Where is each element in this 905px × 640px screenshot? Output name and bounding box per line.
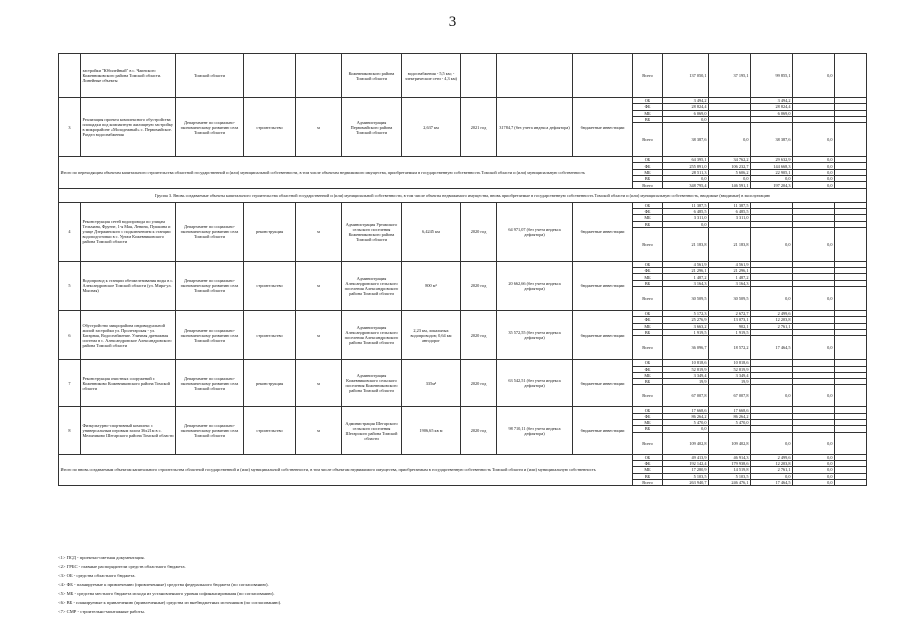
table-row: [59, 454, 867, 460]
amount-total: 3 311,0: [663, 215, 709, 221]
capacity: 800 м³: [402, 261, 461, 310]
amount-2021: 2 499,6: [751, 311, 793, 317]
amount-total: 52 819,9: [663, 366, 709, 372]
table-cell: [461, 54, 497, 98]
capacity: 2,637 км: [402, 98, 461, 157]
amount-2020: 11 387,5: [709, 202, 751, 208]
amount-total: 10 818,6: [663, 360, 709, 366]
table-cell: [497, 54, 573, 98]
total-value: 21 183,8: [663, 227, 709, 261]
total-label: Всего: [633, 287, 663, 311]
budget-type: МБ: [633, 372, 663, 378]
table-cell: [835, 479, 867, 485]
funding-source: бюджетные инвестиции: [573, 311, 633, 360]
unit: м: [296, 98, 342, 157]
table-row: [59, 202, 867, 208]
amount-total: 255 891,0: [663, 163, 709, 169]
total-value: 67 007,8: [709, 385, 751, 407]
budget-type: ОБ: [633, 311, 663, 317]
amount-total: 5 103,5: [663, 473, 709, 479]
capacity: 335м³: [402, 360, 461, 407]
amount-total: 21 296,1: [663, 268, 709, 274]
amount-2020: 46 914,3: [709, 454, 751, 460]
budget-type: ОБ: [633, 454, 663, 460]
amount-2021: 17 464,5: [751, 479, 793, 485]
funding-source: бюджетные инвестиции: [573, 407, 633, 454]
amount-total: 64 395,1: [663, 157, 709, 163]
budget-type: ВБ: [633, 280, 663, 286]
work-type: строительство: [244, 261, 296, 310]
row-number: 3: [59, 98, 81, 157]
year: 2020 год: [461, 407, 497, 454]
budget-type: МБ: [633, 110, 663, 116]
amount-2021: 29 632,9: [751, 157, 793, 163]
estimated-cost: 31784,7 (без учета индекса дефлятора): [497, 98, 573, 157]
amount-total: 1 919,5: [663, 329, 709, 335]
footnote: <4> ФБ - планируемые к привлечению (привлеченные) средства федерального бюджета (по согласованию).: [58, 582, 269, 587]
table-row: [59, 407, 867, 413]
total-value: 0,0: [751, 227, 793, 261]
unit: м: [296, 311, 342, 360]
amount-2021: 2 761,1: [751, 467, 793, 473]
table-cell: [835, 385, 867, 407]
amount-2020: 0,0: [709, 176, 751, 182]
total-value: 30 509,5: [709, 287, 751, 311]
estimated-cost: 98 710,11 (без учета индекса дефлятора): [497, 407, 573, 454]
total-value: 109 402,8: [709, 432, 751, 454]
amount-2020: 3 311,0: [709, 215, 751, 221]
admin: Кожевниковского района Томской области: [342, 54, 402, 98]
capacity: 6,4245 км: [402, 202, 461, 261]
row-number: 4: [59, 202, 81, 261]
budget-type: ВБ: [633, 176, 663, 182]
amount-total: 1 487,2: [663, 274, 709, 280]
amount-2020: 5 103,5: [709, 473, 751, 479]
budget-type: ФБ: [633, 268, 663, 274]
budget-type: ОБ: [633, 157, 663, 163]
table-cell: [573, 54, 633, 98]
admin: Администрация Кожевниковского сельского поселения Кожевниковского района Томской области: [342, 360, 402, 407]
budget-type: ФБ: [633, 208, 663, 214]
budget-type: ФБ: [633, 163, 663, 169]
budget-type: ОБ: [633, 98, 663, 104]
amount-2021: 12 203,8: [751, 460, 793, 466]
table-cell: [835, 227, 867, 261]
amount-total: 3 663,2: [663, 323, 709, 329]
object-name: Реконструкция сетей водопровода по улицам Тельмана, Фрунзе, 1-я Мая, Ленина, Пушкина и улице Дзержинского с подключением к станции водоподготовки в с. Уртам Кожевниковского района Томской области: [81, 202, 176, 261]
total-value: 37 195,1: [709, 54, 751, 98]
amount-total: 6 069,0: [663, 110, 709, 116]
table-row: [59, 188, 867, 202]
total-value: 36 096,7: [663, 336, 709, 360]
capital-construction-table: [58, 53, 867, 486]
total-value: 0,0: [793, 227, 835, 261]
amount-2020: 17 668,6: [709, 407, 751, 413]
total-value: 21 183,8: [709, 227, 751, 261]
row-number: 5: [59, 261, 81, 310]
funding-source: бюджетные инвестиции: [573, 98, 633, 157]
customer: Департамент по социально-экономическому развитию села Томской области: [176, 407, 244, 454]
budget-type: ФБ: [633, 104, 663, 110]
work-type: строительство: [244, 311, 296, 360]
amount-2022: 0,0: [793, 467, 835, 473]
footnote: <5> МБ - средства местного бюджета исходя из установленного уровня софинансирования (по согласованию).: [58, 591, 275, 596]
year: 2020 год: [461, 261, 497, 310]
total-value: 0,0: [751, 287, 793, 311]
unit: м: [296, 407, 342, 454]
amount-total: 86 264,2: [663, 413, 709, 419]
footnote: <7> СМР - строительно-монтажные работы.: [58, 609, 145, 614]
work-type: строительство: [244, 407, 296, 454]
total-value: 0,0: [793, 432, 835, 454]
row-number: 8: [59, 407, 81, 454]
footnote: <3> ОБ - средства областного бюджета.: [58, 573, 136, 578]
footnote: <1> ПСД - проектно-сметная документация.: [58, 555, 145, 560]
year: 2020 год: [461, 202, 497, 261]
amount-total: 17 280,9: [663, 467, 709, 473]
estimated-cost: 64 971,07 (без учета индекса дефлятора): [497, 202, 573, 261]
admin: Администрация Шегарского сельского поселения Шегарского района Томской области: [342, 407, 402, 454]
estimated-cost: 35 572,55 (без учета индекса дефлятора): [497, 311, 573, 360]
subtotal-label: Итого по вновь создаваемым объектам капитального строительства областной государственной и (или) муниципальной собственности, в том числе объектам недвижимого имущества, приобретаемым в государственную собственность Томской области и (или) муниципальную собственность: [59, 454, 633, 485]
amount-total: 0,0: [663, 116, 709, 122]
total-value: 0,0: [793, 54, 835, 98]
amount-2020: 21 296,1: [709, 268, 751, 274]
amount-2022: 0,0: [793, 454, 835, 460]
total-value: 0,0: [751, 385, 793, 407]
budget-type: Всего: [633, 182, 663, 188]
budget-type: ВБ: [633, 426, 663, 432]
budget-type: МБ: [633, 323, 663, 329]
amount-total: 3 164,3: [663, 280, 709, 286]
amount-total: 5 172,3: [663, 311, 709, 317]
customer: Департамент по социально-экономическому развитию села Томской области: [176, 360, 244, 407]
row-number: 7: [59, 360, 81, 407]
amount-2021: 0,0: [751, 473, 793, 479]
footnotes: [58, 553, 866, 616]
budget-type: ФБ: [633, 460, 663, 466]
budget-type: ВБ: [633, 379, 663, 385]
amount-2020: 1 487,2: [709, 274, 751, 280]
table-row: [59, 311, 867, 317]
amount-2021: 6 069,0: [751, 110, 793, 116]
table-cell: [835, 432, 867, 454]
year: 2020 год: [461, 360, 497, 407]
amount-total: 17 668,6: [663, 407, 709, 413]
budget-type: ВБ: [633, 329, 663, 335]
budget-type: ФБ: [633, 366, 663, 372]
unit: м: [296, 360, 342, 407]
amount-2020: 14 519,8: [709, 467, 751, 473]
budget-type: ОБ: [633, 407, 663, 413]
amount-2022: 0,0: [793, 169, 835, 175]
table-row: [59, 261, 867, 267]
total-label: Всего: [633, 385, 663, 407]
work-type: строительство: [244, 98, 296, 157]
group-header: Группа 3. Вновь создаваемые объекты капитального строительства областной государственной и (или) муниципальной собственности, в том числе объекты недвижимого имущества, вновь приобретаемые в государственную собственность Томской области и (или) муниципальную собственность, вводимые (вводимые) в эксплуатацию: [59, 188, 867, 202]
table-cell: [835, 287, 867, 311]
total-value: 0,0: [793, 336, 835, 360]
table-cell: [835, 54, 867, 98]
budget-type: МБ: [633, 420, 663, 426]
total-value: 0,0: [793, 287, 835, 311]
funding-source: бюджетные инвестиции: [573, 360, 633, 407]
table-cell: [835, 336, 867, 360]
budget-type: МБ: [633, 467, 663, 473]
customer: Департамент по социально-экономическому развитию села Томской области: [176, 98, 244, 157]
funding-source: бюджетные инвестиции: [573, 261, 633, 310]
admin: Администрация Уртамского сельского поселения Кожевниковского района Томской области: [342, 202, 402, 261]
budget-type: ФБ: [633, 413, 663, 419]
amount-2020: 34 762,2: [709, 157, 751, 163]
amount-total: 6 485,5: [663, 208, 709, 214]
amount-2021: 197 204,3: [751, 182, 793, 188]
work-type: реконструкция: [244, 202, 296, 261]
total-value: 30 509,5: [663, 287, 709, 311]
table-row: [59, 360, 867, 366]
page-number: 3: [448, 14, 457, 30]
amount-total: 19,9: [663, 379, 709, 385]
object-name: застройки "Юбилейный" в с. Чаинского Кожевниковского района Томской области. Линейные объекты: [81, 54, 176, 98]
amount-total: 4 561,9: [663, 261, 709, 267]
amount-total: 263 940,7: [663, 479, 709, 485]
total-label: Всего: [633, 227, 663, 261]
amount-2021: 28 824,4: [751, 104, 793, 110]
amount-2020: 3 164,3: [709, 280, 751, 286]
total-label: Всего: [633, 336, 663, 360]
amount-2022: 0,0: [793, 176, 835, 182]
amount-2020: 13 073,1: [709, 317, 751, 323]
customer: Департамент по социально-экономическому развитию села Томской области: [176, 202, 244, 261]
footnote: <6> ВБ - планируемые к привлечению (привлеченные) средства из внебюджетных источников (по согласованию).: [58, 600, 282, 605]
amount-total: 5 470,0: [663, 420, 709, 426]
table-row: [59, 157, 867, 163]
total-value: 137 050,1: [663, 54, 709, 98]
amount-2020: 1 919,5: [709, 329, 751, 335]
total-value: 0,0: [793, 123, 835, 157]
budget-type: ОБ: [633, 360, 663, 366]
amount-total: 0,0: [663, 176, 709, 182]
amount-2020: 52 819,9: [709, 366, 751, 372]
amount-2020: 10 818,6: [709, 360, 751, 366]
estimated-cost: 63 542,51 (без учета индекса дефлятора): [497, 360, 573, 407]
object-name: Обустройство микрорайона индивидуальной жилой застройки ул. Пролетарская - ул. Багарная, Водоснабжение. Уличная дренажная система в с. Александровское Александровского района Томской области: [81, 311, 176, 360]
budget-type: ВБ: [633, 116, 663, 122]
total-label: Всего: [633, 432, 663, 454]
capacity: 1906,65 кв м: [402, 407, 461, 454]
amount-2021: 2 499,6: [751, 454, 793, 460]
amount-2022: 0,0: [793, 157, 835, 163]
customer: Департамент по социально-экономическому развитию села Томской области: [176, 311, 244, 360]
year: 2021 год: [461, 98, 497, 157]
amount-2020: 106 232,7: [709, 163, 751, 169]
amount-2020: 4 561,9: [709, 261, 751, 267]
total-value: 17 464,5: [751, 336, 793, 360]
total-value: 38 387,6: [663, 123, 709, 157]
total-value: 0,0: [751, 432, 793, 454]
amount-2021: 144 668,3: [751, 163, 793, 169]
amount-total: 348 795,4: [663, 182, 709, 188]
amount-total: 3 494,2: [663, 98, 709, 104]
amount-2022: 0,0: [793, 479, 835, 485]
total-value: 0,0: [709, 123, 751, 157]
work-type: реконструкция: [244, 360, 296, 407]
budget-type: ОБ: [633, 202, 663, 208]
subtotal-label: Итого по переходящим объектам капитального строительства областной государственной и (или) муниципальной собственности, в том числе объектам недвижимого имущества, приобретаемым в государственную собственность Томской области и (или) муниципальную собственность: [59, 157, 633, 188]
amount-2021: 0,0: [751, 176, 793, 182]
amount-2020: 2 672,7: [709, 311, 751, 317]
amount-2022: 0,0: [793, 473, 835, 479]
amount-2021: 12 203,8: [751, 317, 793, 323]
amount-total: 49 413,9: [663, 454, 709, 460]
footnote: <2> ГРБС - главные распорядители средств областного бюджета.: [58, 564, 186, 569]
admin: Администрация Первомайского района Томской области: [342, 98, 402, 157]
amount-2022: 0,0: [793, 460, 835, 466]
amount-total: 28 824,4: [663, 104, 709, 110]
amount-2020: 5 606,2: [709, 169, 751, 175]
budget-type: Всего: [633, 479, 663, 485]
customer: Томской области: [176, 54, 244, 98]
amount-2020: 19,9: [709, 379, 751, 385]
total-label: Всего: [633, 123, 663, 157]
budget-type: ОБ: [633, 261, 663, 267]
table-cell: [59, 54, 81, 98]
year: 2020 год: [461, 311, 497, 360]
budget-type: ВБ: [633, 473, 663, 479]
table-cell: [244, 54, 296, 98]
estimated-cost: 20 662,66 (без учета индекса дефлятора): [497, 261, 573, 310]
admin: Администрация Александровского сельского поселения Александровского района Томской области: [342, 311, 402, 360]
budget-type: ФБ: [633, 317, 663, 323]
table-row: [59, 54, 867, 98]
capacity: 2,23 км, локальных водопроводов; 0,64 км автодорог: [402, 311, 461, 360]
object-name: Реализация проекта комплексного обустройства площадки под компактную жилищную застройку в микрорайоне «Молодежный» с. Первомайское. Раздел водоснабжения: [81, 98, 176, 157]
amount-2020: 179 938,6: [709, 460, 751, 466]
row-number: 6: [59, 311, 81, 360]
amount-2020: 246 476,1: [709, 479, 751, 485]
amount-2020: 5 470,0: [709, 420, 751, 426]
amount-2021: 22 905,1: [751, 169, 793, 175]
total-value: 0,0: [793, 385, 835, 407]
object-name: Водопровод к станции обезжелезивания воды в с. Александровское Томской области (ул. Мира-ул. Мысная): [81, 261, 176, 310]
amount-2020: 6 485,5: [709, 208, 751, 214]
amount-total: 0,0: [663, 426, 709, 432]
amount-total: 192 142,4: [663, 460, 709, 466]
amount-2021: 2 761,1: [751, 323, 793, 329]
budget-type: ВБ: [633, 221, 663, 227]
budget-type: МБ: [633, 169, 663, 175]
total-value: 109 402,8: [663, 432, 709, 454]
unit: м: [296, 261, 342, 310]
funding-source: бюджетные инвестиции: [573, 202, 633, 261]
admin: Администрация Александровского сельского поселения Александровского района Томской области: [342, 261, 402, 310]
amount-total: 11 387,5: [663, 202, 709, 208]
total-value: 99 855,1: [751, 54, 793, 98]
total-label: Всего: [633, 54, 663, 98]
amount-2020: 86 264,2: [709, 413, 751, 419]
table-cell: [296, 54, 342, 98]
table-cell: [835, 123, 867, 157]
amount-2020: 902,1: [709, 323, 751, 329]
total-value: 67 007,8: [663, 385, 709, 407]
object-name: Реконструкция очистных сооружений г. Кожевниково Кожевниковского района Томской области: [81, 360, 176, 407]
amount-2022: 0,0: [793, 163, 835, 169]
amount-2020: 3 349,4: [709, 372, 751, 378]
amount-2020: 146 591,1: [709, 182, 751, 188]
unit: м: [296, 202, 342, 261]
customer: Департамент по социально-экономическому развитию села Томской области: [176, 261, 244, 310]
capacity: водоснабжения - 5,5 км; - электрические сети - 4,3 км): [402, 54, 461, 98]
total-value: 38 387,6: [751, 123, 793, 157]
object-name: Физкультурно-спортивный комплекс с универсальным игровым залом 36x21м в с. Мельниково Шегарского района Томской области: [81, 407, 176, 454]
amount-2022: 0,0: [793, 182, 835, 188]
amount-total: 25 276,9: [663, 317, 709, 323]
budget-type: МБ: [633, 274, 663, 280]
amount-total: 3 349,4: [663, 372, 709, 378]
total-value: 18 572,2: [709, 336, 751, 360]
budget-type: МБ: [633, 215, 663, 221]
amount-total: 28 511,3: [663, 169, 709, 175]
amount-total: 0,0: [663, 221, 709, 227]
amount-2021: 3 494,2: [751, 98, 793, 104]
